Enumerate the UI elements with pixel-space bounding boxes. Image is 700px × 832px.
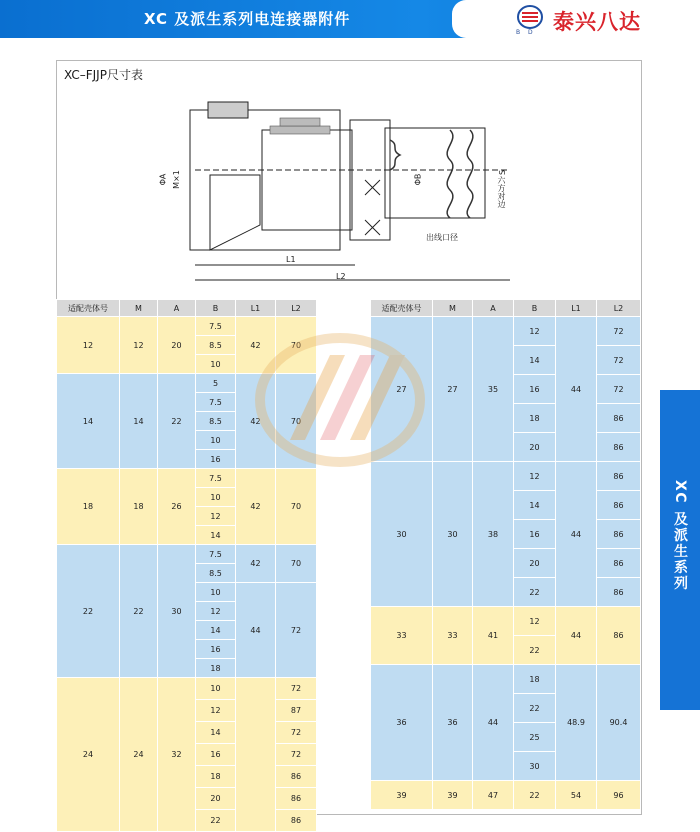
cell-b: 12 [514, 462, 556, 491]
cell-l2: 86 [597, 404, 641, 433]
cell-b: 20 [514, 549, 556, 578]
cell-b: 12 [196, 507, 236, 526]
label-l1: L1 [286, 255, 296, 264]
cell-a: 30 [158, 545, 196, 678]
cell-l1: 44 [556, 317, 597, 462]
cell-l2: 86 [276, 788, 317, 810]
cell-b: 8.5 [196, 412, 236, 431]
cell-b: 18 [514, 404, 556, 433]
header-b: B [196, 300, 236, 317]
cell-b: 16 [196, 450, 236, 469]
cell-a: 20 [158, 317, 196, 374]
cell-shell: 33 [371, 607, 433, 665]
cell-l2: 86 [276, 810, 317, 832]
cell-l1: 42 [236, 317, 276, 374]
cell-m: 18 [120, 469, 158, 545]
header-m: M [120, 300, 158, 317]
cell-b: 22 [514, 578, 556, 607]
cell-m: 12 [120, 317, 158, 374]
cell-m: 30 [433, 462, 473, 607]
header-shell: 适配壳体号 [57, 300, 120, 317]
cell-shell: 12 [57, 317, 120, 374]
cell-b: 16 [514, 520, 556, 549]
cell-l2: 86 [597, 491, 641, 520]
cell-l2: 72 [276, 744, 317, 766]
cell-b: 14 [196, 526, 236, 545]
cell-a: 41 [473, 607, 514, 665]
cell-b: 10 [196, 431, 236, 450]
cell-l1 [236, 678, 276, 832]
cell-l2: 96 [597, 781, 641, 810]
header-l2: L2 [276, 300, 317, 317]
cell-m: 39 [433, 781, 473, 810]
cell-shell: 18 [57, 469, 120, 545]
company-logo-icon [516, 4, 544, 30]
cell-b: 18 [514, 665, 556, 694]
cell-b: 20 [514, 433, 556, 462]
cell-b: 10 [196, 488, 236, 507]
cell-b: 16 [196, 640, 236, 659]
cell-l2: 86 [597, 549, 641, 578]
table-row [57, 678, 317, 700]
cell-l2: 72 [597, 317, 641, 346]
cell-a: 44 [473, 665, 514, 781]
cell-b: 14 [196, 621, 236, 640]
cell-b: 16 [196, 744, 236, 766]
cell-m: 33 [433, 607, 473, 665]
cell-shell: 24 [57, 678, 120, 832]
cell-l2: 86 [597, 433, 641, 462]
cell-b: 12 [196, 602, 236, 621]
cell-b: 14 [514, 346, 556, 375]
header-l1: L1 [236, 300, 276, 317]
cell-b: 25 [514, 723, 556, 752]
cell-l2: 70 [276, 545, 317, 583]
cell-b: 7.5 [196, 469, 236, 488]
cell-l2: 87 [276, 700, 317, 722]
cell-b: 30 [514, 752, 556, 781]
page-title: XC 及派生系列电连接器附件 [144, 10, 351, 28]
cell-m: 27 [433, 317, 473, 462]
cell-b: 12 [196, 700, 236, 722]
table-row [371, 607, 641, 636]
cell-l1: 54 [556, 781, 597, 810]
label-hex: 六方对边 [497, 176, 506, 208]
cell-b: 12 [514, 317, 556, 346]
cell-b: 8.5 [196, 564, 236, 583]
cell-l1: 44 [236, 583, 276, 678]
cell-b: 12 [514, 607, 556, 636]
cell-a: 32 [158, 678, 196, 832]
cell-l2: 72 [276, 583, 317, 678]
cell-b: 18 [196, 659, 236, 678]
cell-shell: 39 [371, 781, 433, 810]
watermark-logo-icon [250, 330, 430, 470]
cell-l2: 70 [276, 469, 317, 545]
cell-b: 10 [196, 355, 236, 374]
cell-m: 22 [120, 545, 158, 678]
cell-l2: 86 [597, 607, 641, 665]
cell-l2: 86 [597, 462, 641, 491]
cell-l1: 42 [236, 374, 276, 469]
cell-l1: 44 [556, 607, 597, 665]
cell-l2: 90.4 [597, 665, 641, 781]
table-header-row [371, 300, 641, 317]
header-b: B [514, 300, 556, 317]
header-l2: L2 [597, 300, 641, 317]
label-m: M×1 [171, 170, 181, 189]
cell-l2: 72 [597, 346, 641, 375]
cell-b: 10 [196, 678, 236, 700]
cell-b: 10 [196, 583, 236, 602]
table-row [57, 469, 317, 488]
cell-l2: 86 [597, 578, 641, 607]
header-a: A [158, 300, 196, 317]
cell-b: 22 [514, 694, 556, 723]
label-s: S [498, 169, 508, 176]
side-tab-label: XC 及派生系列 [672, 480, 688, 592]
cell-l1: 42 [236, 545, 276, 583]
cell-shell: 30 [371, 462, 433, 607]
cell-l1: 44 [556, 462, 597, 607]
company-name: 泰兴八达 [553, 9, 641, 34]
cell-b: 22 [196, 810, 236, 832]
cell-b: 14 [514, 491, 556, 520]
cell-l1: 48.9 [556, 665, 597, 781]
label-l2: L2 [336, 272, 346, 281]
technical-drawing [150, 90, 530, 295]
cell-l2: 72 [276, 722, 317, 744]
cell-l2: 70 [276, 374, 317, 469]
table-row [371, 781, 641, 810]
cell-b: 8.5 [196, 336, 236, 355]
header-l1: L1 [556, 300, 597, 317]
cell-b: 7.5 [196, 317, 236, 336]
table-row [57, 545, 317, 564]
label-outlet: 出线口径 [426, 233, 458, 242]
logo-subtext: B D [516, 29, 536, 36]
cell-b: 7.5 [196, 545, 236, 564]
cell-m: 24 [120, 678, 158, 832]
cell-a: 22 [158, 374, 196, 469]
cell-l2: 86 [276, 766, 317, 788]
cell-l2: 72 [276, 678, 317, 700]
cell-b: 20 [196, 788, 236, 810]
cell-a: 38 [473, 462, 514, 607]
cell-a: 47 [473, 781, 514, 810]
cell-m: 36 [433, 665, 473, 781]
table-header-row [57, 300, 317, 317]
cell-l2: 70 [276, 317, 317, 374]
header-m: M [433, 300, 473, 317]
cell-l1: 42 [236, 469, 276, 545]
cell-b: 16 [514, 375, 556, 404]
cell-b: 22 [514, 781, 556, 810]
header-shell: 适配壳体号 [371, 300, 433, 317]
cell-b: 5 [196, 374, 236, 393]
cell-b: 7.5 [196, 393, 236, 412]
cell-shell: 14 [57, 374, 120, 469]
cell-shell: 27 [371, 317, 433, 462]
header-a: A [473, 300, 514, 317]
cell-shell: 36 [371, 665, 433, 781]
label-phi-a: ΦA [158, 173, 168, 186]
label-phi-b: ΦB [413, 173, 423, 186]
cell-b: 18 [196, 766, 236, 788]
section-title: XC–FJJP尺寸表 [64, 68, 143, 82]
cell-a: 35 [473, 317, 514, 462]
cell-l2: 72 [597, 375, 641, 404]
cell-l2: 86 [597, 520, 641, 549]
cell-m: 14 [120, 374, 158, 469]
table-row [371, 665, 641, 694]
cell-b: 14 [196, 722, 236, 744]
cell-b: 22 [514, 636, 556, 665]
cell-a: 26 [158, 469, 196, 545]
cell-shell: 22 [57, 545, 120, 678]
